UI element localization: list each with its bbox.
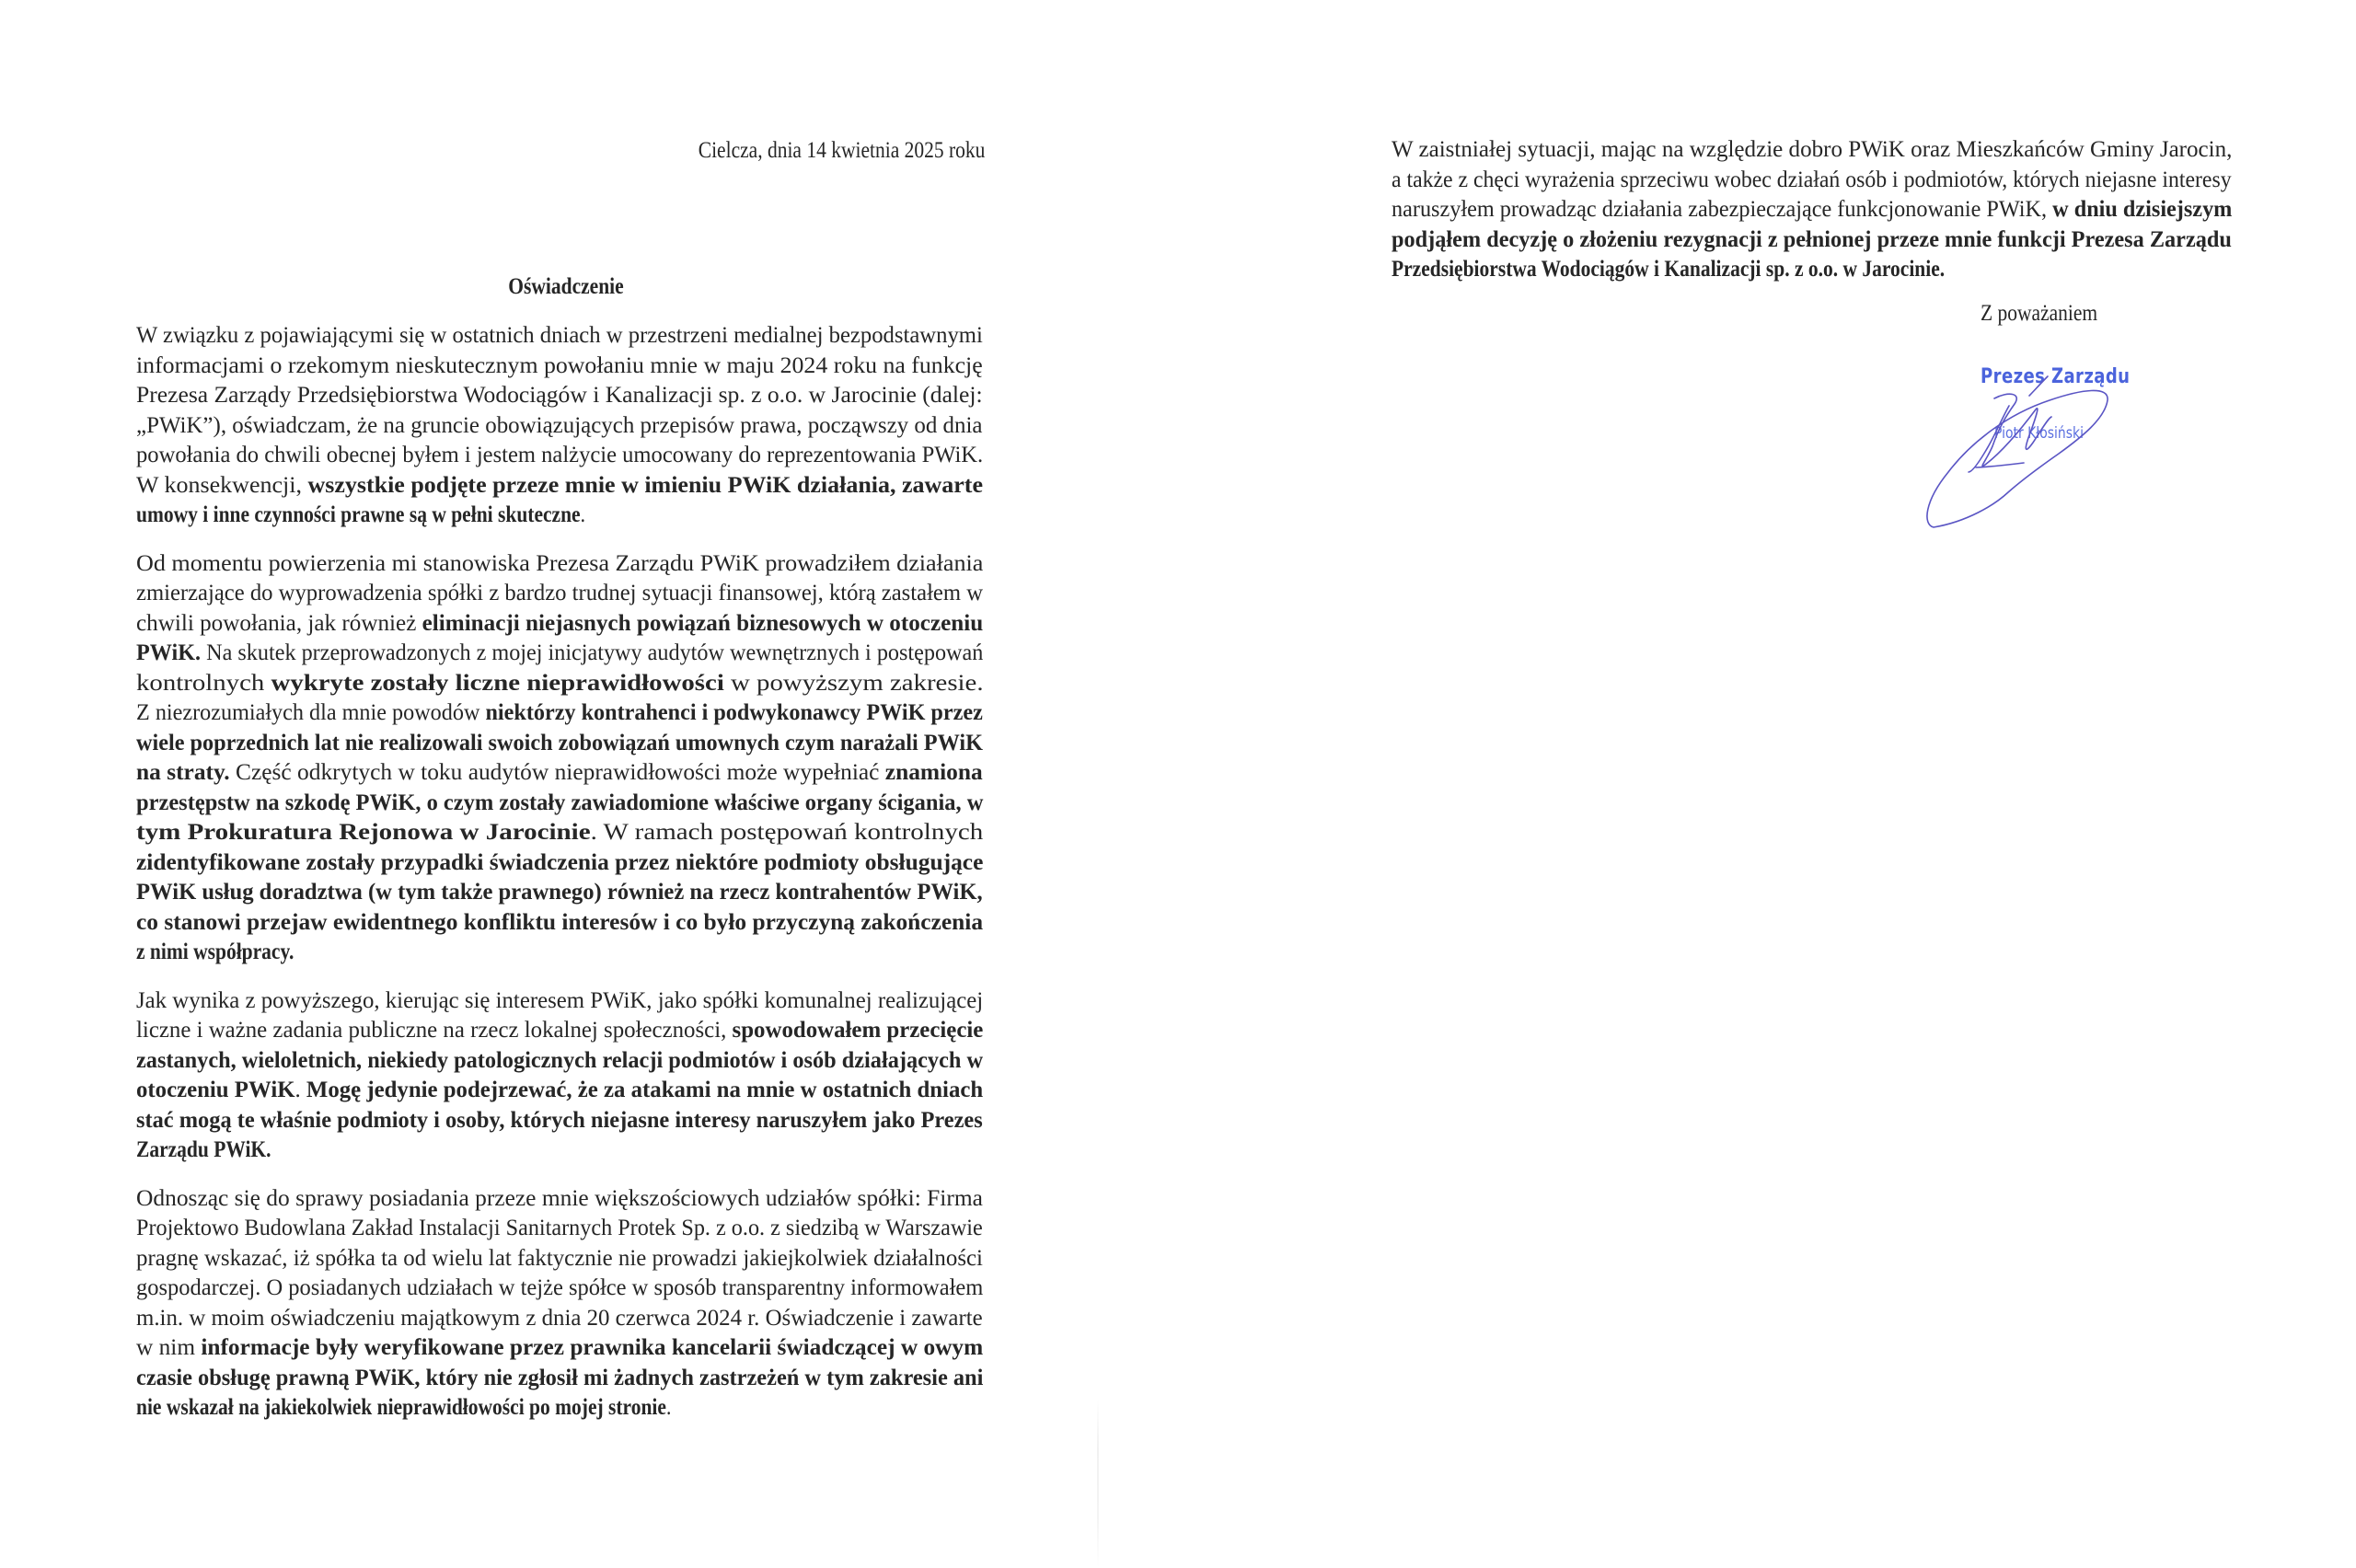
bold-text: eliminacji niejasnych powiązań biznesowych w otoczeniu (422, 610, 984, 636)
text-line (136, 411, 983, 442)
text: zmierzające do wyprowadzenia spółki z bardzo trudnej sytuacji finansowej, którą zastałem w (136, 581, 984, 605)
text-line (136, 729, 983, 759)
page-right (1097, 0, 2356, 1568)
text-line (136, 878, 983, 908)
bold-text: umowy i inne czynności prawne są w pełni skuteczne (136, 502, 581, 527)
text: gospodarczej. O posiadanych udziałach w tejże spółce w sposób transparentny informowałem (136, 1275, 984, 1300)
bold-text: stać mogą te właśnie podmioty i osoby, których niejasne interesy naruszyłem jako Prezes (136, 1107, 983, 1133)
stamp-title: Prezes Zarządu (1981, 365, 2131, 388)
text-line (136, 758, 983, 789)
text-line (1392, 166, 2232, 196)
text: Odnosząc się do sprawy posiadania przeze mnie większościowych udziałów spółki: Firma (136, 1185, 983, 1211)
text-line (136, 381, 983, 411)
paragraph (136, 986, 983, 1166)
text: W związku z pojawiającymi się w ostatnich dniach w przestrzeni medialnej bezpodstawnymi (136, 323, 983, 348)
bold-text: w dniu dzisiejszym (2052, 197, 2233, 222)
text-line (136, 1333, 983, 1364)
bold-text: nie wskazał na jakiekolwiek nieprawidłowości po mojej stronie (136, 1395, 666, 1420)
bold-text: niektórzy kontrahenci i podwykonawcy PWiK przez (485, 700, 983, 725)
text: Jak wynika z powyższego, kierując się interesem PWiK, jako spółki komunalnej realizującej (136, 987, 984, 1013)
bold-text: wykryte zostały liczne nieprawidłowości (271, 670, 724, 696)
text-line (1392, 225, 2232, 256)
page-left (0, 0, 1097, 1568)
text-line (136, 938, 294, 968)
text-line (136, 1046, 983, 1077)
text: w nim (136, 1335, 202, 1360)
text-line (136, 1016, 983, 1046)
text: chwili powołania, jak również (136, 610, 422, 636)
text-line (1392, 135, 2232, 166)
text-line (136, 1244, 983, 1274)
text: pragnę wskazać, iż spółka ta od wielu lat faktycznie nie prowadzi jakiejkolwiek działalności (136, 1245, 983, 1271)
bold-text: zidentyfikowane zostały przypadki świadczenia przez niektóre podmioty obsługujące (136, 849, 984, 875)
paragraph (136, 321, 983, 531)
bold-text: wiele poprzednich lat nie realizowali swoich zobowiązań umownych czym narażali PWiK (136, 730, 983, 755)
text-line (136, 321, 983, 352)
text: . (665, 1395, 672, 1420)
paragraph (136, 1184, 983, 1424)
text: . W ramach postępowań kontrolnych (590, 820, 984, 845)
resignation-paragraph (1392, 135, 2232, 304)
place-date: Cielcza, dnia 14 kwietnia 2025 roku (698, 138, 985, 163)
text-line (136, 908, 983, 939)
bold-text: otoczeniu PWiK (136, 1078, 295, 1102)
text: Prezesa Zarządy Przedsiębiorstwa Wodociągów i Kanalizacji sp. z o.o. w Jarocinie (dalej: (136, 383, 983, 408)
text-line (136, 1076, 983, 1106)
text: W zaistniałej sytuacji, mając na względzie dobro PWiK oraz Mieszkańców Gminy Jarocin, (1392, 137, 2233, 162)
bold-text: Mogę jedynie podejrzewać, że za atakami na mnie w ostatnich dniach (306, 1078, 984, 1102)
text-line (136, 1136, 271, 1166)
bold-text: przestępstw na szkodę PWiK, o czym zostały zawiadomione właściwe organy ścigania, w (136, 790, 984, 815)
text-line (136, 848, 983, 879)
document-title: Oświadczenie (508, 274, 624, 299)
bold-text: spowodowałem przecięcie (732, 1018, 984, 1043)
stamp-name: Piotr Kłosiński (1994, 424, 2084, 443)
text: . (294, 1078, 306, 1102)
text-line (1392, 255, 1945, 285)
text: Część odkrytych w toku audytów nieprawidłowości może wypełniać (229, 760, 885, 785)
text-line (136, 1393, 671, 1424)
text: naruszyłem prowadząc działania zabezpieczające funkcjonowanie PWiK, (1392, 197, 2053, 222)
text-line (136, 1364, 983, 1394)
text-line (136, 1214, 983, 1244)
text: w powyższym zakresie. (723, 670, 984, 696)
text-line (136, 1274, 983, 1304)
text-line (136, 1304, 983, 1334)
text-line (136, 1184, 983, 1215)
text-line (136, 698, 983, 729)
bold-text: znamiona (884, 760, 983, 785)
text: Na skutek przeprowadzonych z mojej inicjatywy audytów wewnętrznych i postępowań (201, 640, 984, 665)
text-line (136, 441, 983, 471)
text-line (136, 639, 983, 669)
text: Projektowo Budowlana Zakład Instalacji Sanitarnych Protek Sp. z o.o. z siedzibą w Warszawie (136, 1216, 983, 1240)
text: powołania do chwili obecnej byłem i jestem nalżycie umocowany do reprezentowania PWiK. (136, 443, 984, 467)
statement-body (136, 321, 983, 1442)
text: m.in. w moim oświadczeniu majątkowym z dnia 20 czerwca 2024 r. Oświadczenie i zawarte (136, 1305, 983, 1331)
closing-salutation: Z poważaniem (1981, 301, 2098, 326)
bold-text: informacje były weryfikowane przez prawnika kancelarii świadczącej w owym (201, 1335, 984, 1360)
text: informacjami o rzekomym nieskutecznym powołaniu mnie w maju 2024 roku na funkcję (136, 352, 983, 378)
text: kontrolnych (136, 670, 271, 696)
text: Od momentu powierzenia mi stanowiska Prezesa Zarządu PWiK prowadziłem działania (136, 550, 984, 576)
text-line (136, 818, 983, 848)
bold-text: wszystkie podjęte przeze mnie w imieniu PWiK działania, zawarte (307, 472, 984, 498)
text-line (136, 789, 983, 819)
text: „PWiK”), oświadczam, że na gruncie obowiązujących przepisów prawa, począwszy od dnia (136, 412, 983, 438)
bold-text: podjąłem decyzję o złożeniu rezygnacji z pełnionej przeze mnie funkcji Prezesa Zarządu (1392, 226, 2232, 252)
bold-text: Przedsiębiorstwa Wodociągów i Kanalizacji sp. z o.o. w Jarocinie. (1392, 257, 1946, 282)
text-line (136, 986, 983, 1017)
text-line (136, 609, 983, 640)
bold-text: Zarządu PWiK. (136, 1137, 271, 1162)
text-line (136, 352, 983, 382)
text-line (136, 1106, 983, 1136)
bold-text: czasie obsługę prawną PWiK, który nie zgłosił mi żadnych zastrzeżeń w tym zakresie ani (136, 1365, 984, 1390)
paragraph (1392, 135, 2232, 285)
page-seam (1097, 1399, 1099, 1568)
text: Z niezrozumiałych dla mnie powodów (136, 700, 486, 725)
bold-text: tym Prokuratura Rejonowa w Jarocinie (136, 820, 591, 845)
text-line (136, 471, 983, 502)
bold-text: zastanych, wieloletnich, niekiedy patologicznych relacji podmiotów i osób działających w (136, 1047, 984, 1073)
bold-text: z nimi współpracy. (136, 940, 294, 964)
paragraph (136, 549, 983, 968)
text: . (580, 502, 585, 527)
text: liczne i ważne zadania publiczne na rzecz lokalnej społeczności, (136, 1018, 733, 1043)
bold-text: PWiK usług doradztwa (w tym także prawnego) również na rzecz kontrahentów PWiK, (136, 880, 983, 905)
text-line (136, 579, 983, 609)
text: a także z chęci wyrażenia sprzeciwu wobec działań osób i podmiotów, których niejasne interesy (1392, 167, 2232, 192)
bold-text: na straty. (136, 760, 230, 785)
bold-text: co stanowi przejaw ewidentnego konfliktu interesów i co było przyczyną zakończenia (136, 909, 984, 935)
signature-stamp (1921, 363, 2160, 534)
text-line (1392, 195, 2232, 225)
text-line (136, 669, 984, 699)
bold-text: PWiK. (136, 640, 202, 665)
text-line (136, 549, 983, 580)
text-line (136, 501, 585, 531)
handwritten-signature (1921, 363, 2160, 534)
text: W konsekwencji, (136, 472, 308, 498)
